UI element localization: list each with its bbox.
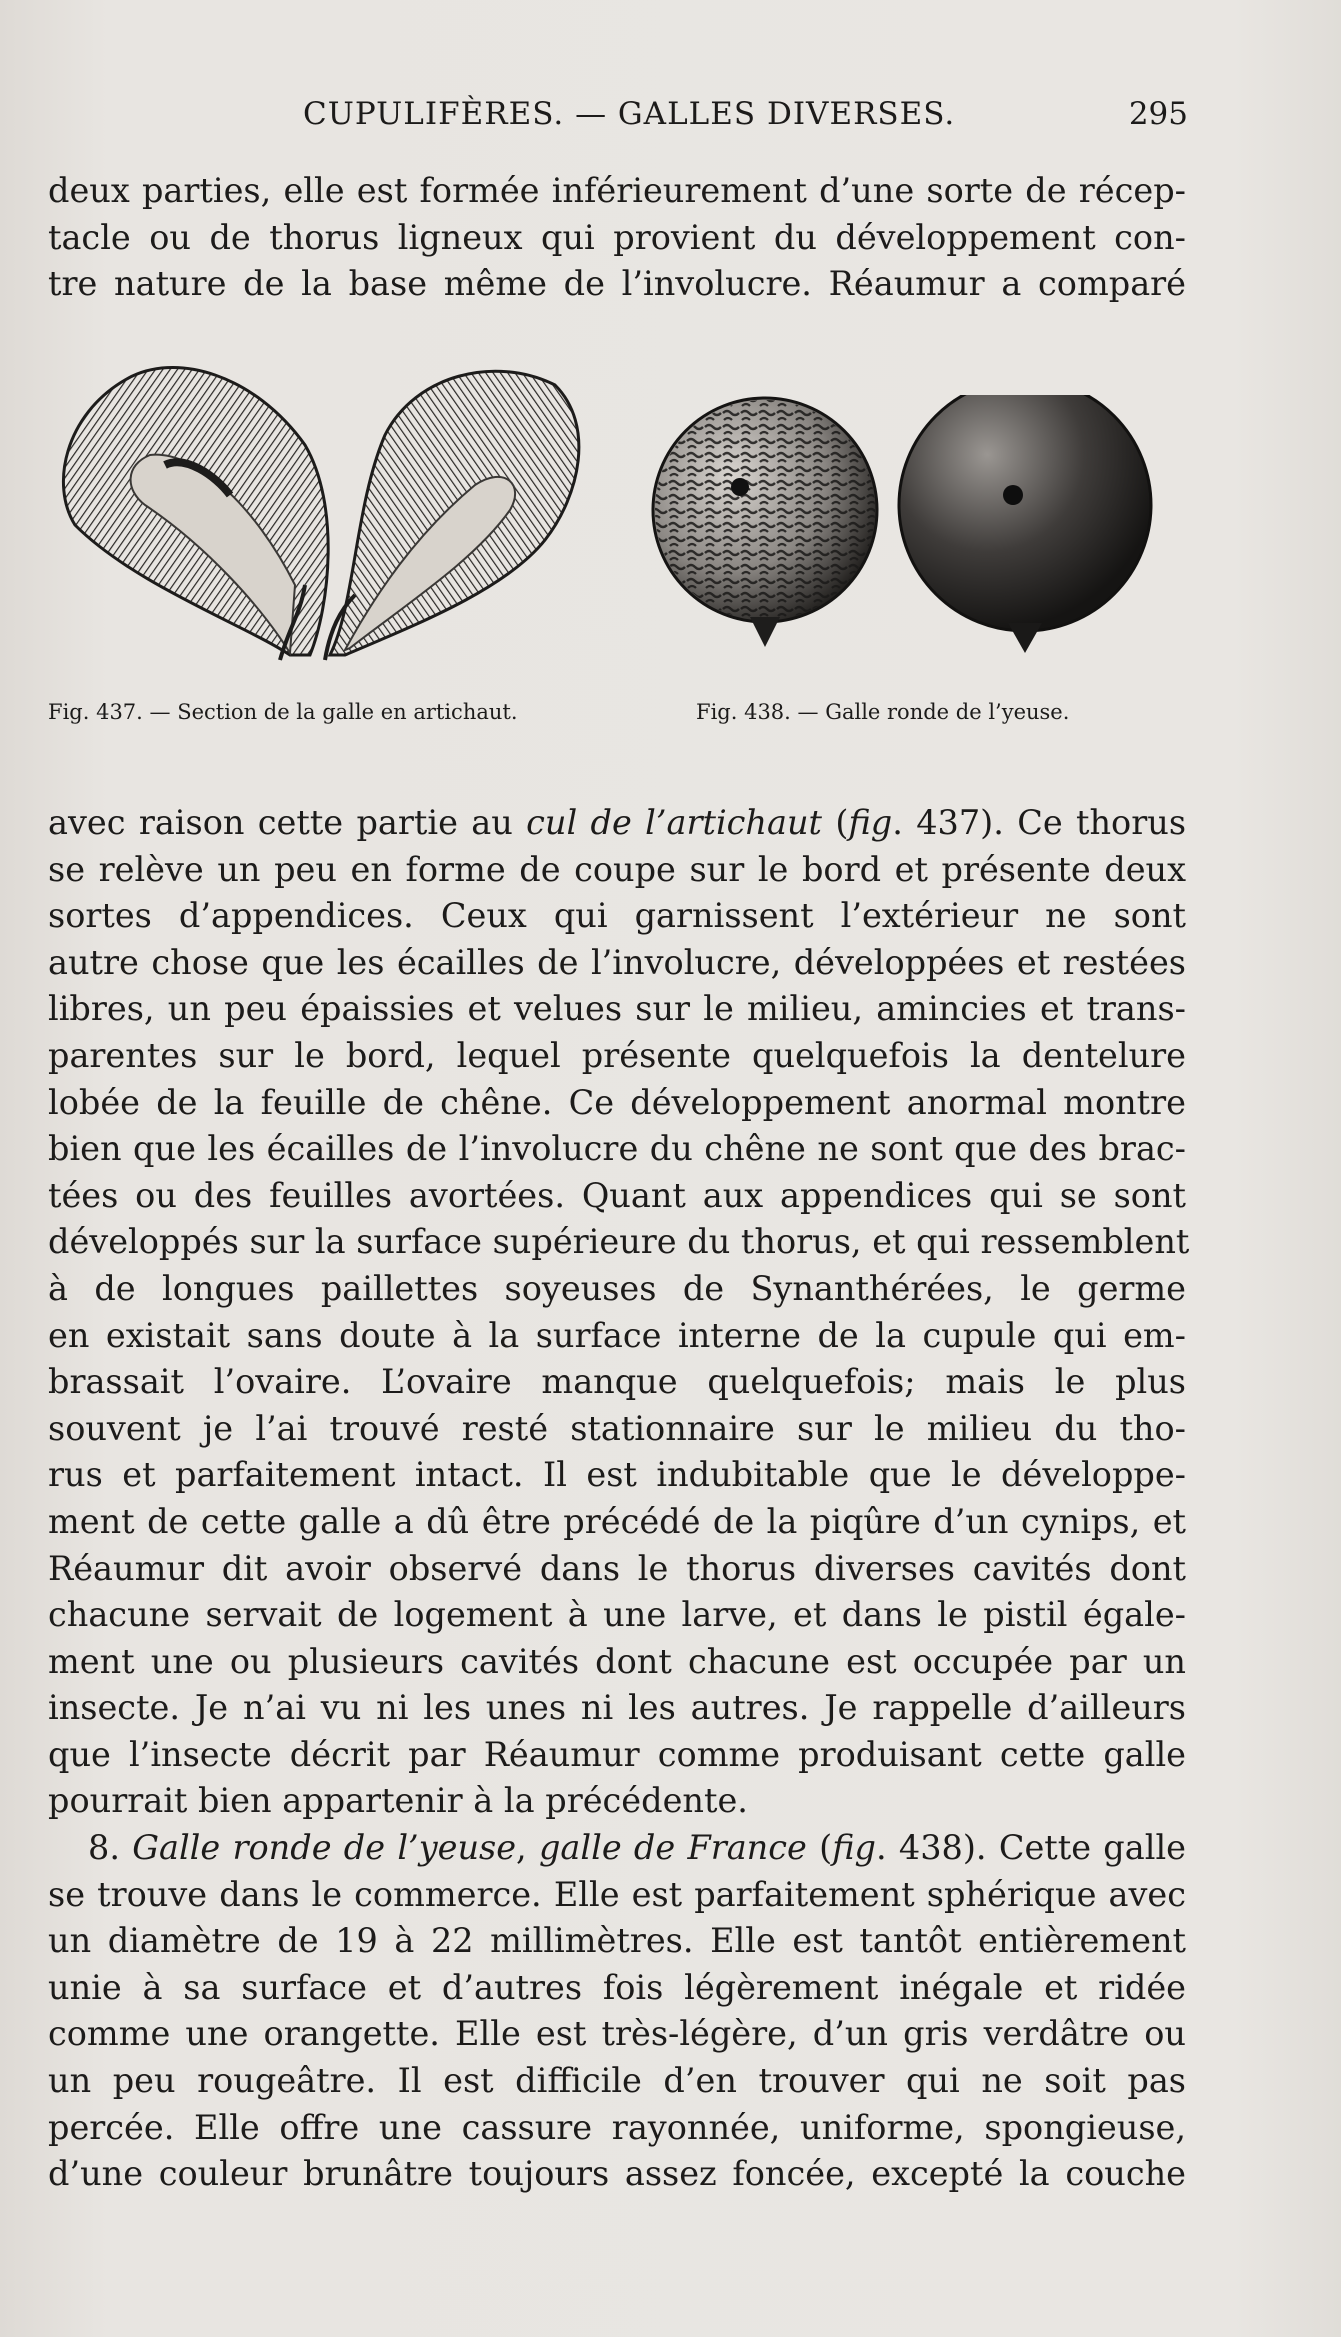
- text-line: à de longues paillettes soyeuses de Synanthérées, le germe: [48, 1268, 1186, 1308]
- top-paragraph: [48, 168, 1186, 308]
- text-line: rus et parfaitement intact. Il est indubitable que le développe-: [48, 1455, 1186, 1495]
- figure-437-artichoke-gall: [55, 355, 585, 665]
- text-line: développés sur la surface supérieure du thorus, et qui ressemblent: [48, 1222, 1190, 1262]
- text-line: [48, 800, 1186, 847]
- text-line: brassait l’ovaire. L’ovaire manque quelquefois; mais le plus: [48, 1362, 1186, 1402]
- text-run: (: [806, 1828, 833, 1867]
- running-title: CUPULIFÈRES. — GALLES DIVERSES.: [303, 96, 956, 132]
- text-line: insecte. Je n’ai vu ni les unes ni les autres. Je rappelle d’ailleurs: [48, 1688, 1186, 1728]
- text-line: se trouve dans le commerce. Elle est parfaitement sphérique avec: [48, 1874, 1186, 1914]
- text-line: ment une ou plusieurs cavités dont chacune est occupée par un: [48, 1641, 1186, 1681]
- running-head: [48, 96, 1188, 146]
- text-line: [48, 1825, 1186, 1872]
- text-line: que l’insecte décrit par Réaumur comme produisant cette galle: [48, 1734, 1186, 1774]
- text-line: libres, un peu épaissies et velues sur le milieu, amincies et trans-: [48, 989, 1186, 1029]
- text-line: Réaumur dit avoir observé dans le thorus diverses cavités dont: [48, 1548, 1186, 1588]
- text-line: chacune servait de logement à une larve, et dans le pistil égale-: [48, 1595, 1186, 1635]
- text-line: sortes d’appendices. Ceux qui garnissent l’extérieur ne sont: [48, 896, 1186, 936]
- text-line: autre chose que les écailles de l’involucre, développées et restées: [48, 942, 1186, 982]
- italic-term: cul de l’artichaut: [526, 803, 823, 842]
- figure-438-round-galls: [650, 395, 1190, 655]
- section-number: 8.: [88, 1828, 133, 1867]
- body-paragraph: [48, 800, 1190, 1825]
- text-line: tées ou des feuilles avortées. Quant aux appendices qui se sont: [48, 1175, 1186, 1215]
- text-line: parentes sur le bord, lequel présente quelquefois la dentelure: [48, 1035, 1186, 1075]
- text-line: percée. Elle offre une cassure rayonnée, uniforme, spongieuse,: [48, 2107, 1186, 2147]
- text-run: . 438). Cette galle: [875, 1828, 1186, 1867]
- text-line: lobée de la feuille de chêne. Ce développement anormal montre: [48, 1082, 1186, 1122]
- text-line: tacle ou de thorus ligneux qui provient du développement con-: [48, 217, 1186, 257]
- text-line: un peu rougeâtre. Il est difficile d’en trouver qui ne soit pas: [48, 2060, 1186, 2100]
- figure-437-caption: Fig. 437. — Section de la galle en artichaut.: [48, 700, 518, 724]
- text-line: pourrait bien appartenir à la précédente.: [48, 1781, 748, 1821]
- text-run: avec raison cette partie au: [48, 803, 527, 842]
- text-line: unie à sa surface et d’autres fois légèrement inégale et ridée: [48, 1967, 1186, 2007]
- page-number: 295: [1128, 96, 1188, 132]
- text-line: se relève un peu en forme de coupe sur le bord et présente deux: [48, 849, 1186, 889]
- text-line: ment de cette galle a dû être précédé de la piqûre d’un cynips, et: [48, 1501, 1186, 1541]
- text-line: d’une couleur brunâtre toujours assez foncée, excepté la couche: [48, 2154, 1186, 2194]
- text-run: . 437). Ce thorus: [892, 803, 1187, 842]
- text-line: tre nature de la base même de l’involucre. Réaumur a comparé: [48, 264, 1186, 304]
- text-run: ,: [516, 1828, 539, 1867]
- figure-438-caption: Fig. 438. — Galle ronde de l’yeuse.: [696, 700, 1070, 724]
- text-line: bien que les écailles de l’involucre du chêne ne sont que des brac-: [48, 1129, 1186, 1169]
- italic-title: Galle ronde de l’yeuse: [132, 1828, 517, 1867]
- text-line: comme une orangette. Elle est très-légère, d’un gris verdâtre ou: [48, 2014, 1186, 2054]
- italic-fig: fig: [848, 803, 893, 842]
- text-line: un diamètre de 19 à 22 millimètres. Elle est tantôt entièrement: [48, 1921, 1186, 1961]
- section-8-paragraph: [48, 1825, 1186, 2198]
- text-line: souvent je l’ai trouvé resté stationnaire sur le milieu du tho-: [48, 1408, 1186, 1448]
- text-line: en existait sans doute à la surface interne de la cupule qui em-: [48, 1315, 1186, 1355]
- italic-fig: fig: [832, 1828, 876, 1867]
- text-run: (: [822, 803, 849, 842]
- italic-title: galle de France: [538, 1828, 807, 1867]
- text-line: deux parties, elle est formée inférieurement d’une sorte de récep-: [48, 171, 1186, 210]
